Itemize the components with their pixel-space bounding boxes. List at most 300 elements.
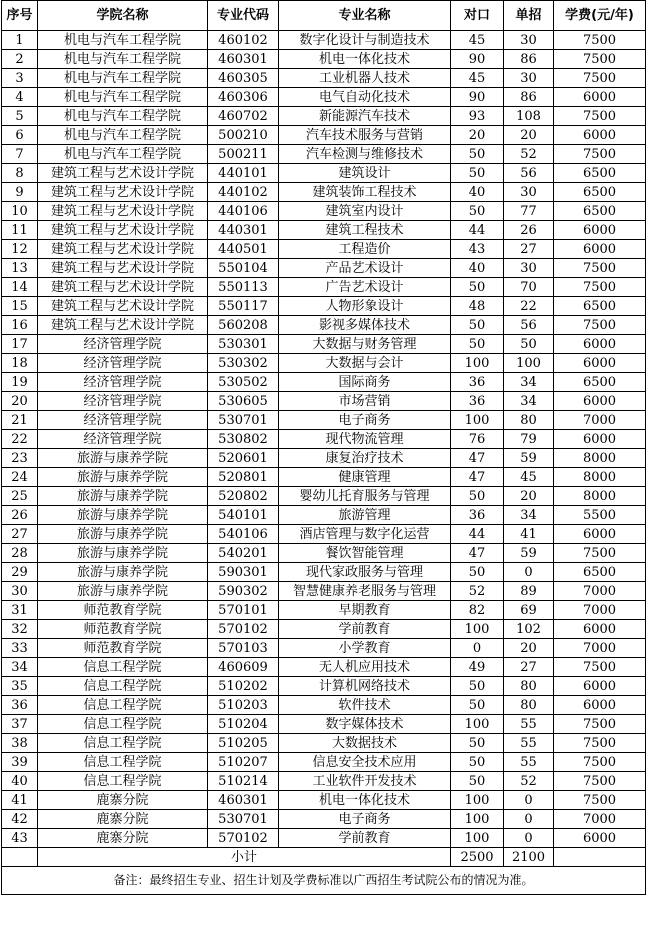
row-index: 40 xyxy=(2,772,38,791)
row-index: 41 xyxy=(2,791,38,810)
major-name: 餐饮智能管理 xyxy=(279,544,451,563)
college-name: 信息工程学院 xyxy=(38,677,208,696)
table-row xyxy=(2,449,646,468)
row-index: 33 xyxy=(2,639,38,658)
duikou-count: 36 xyxy=(451,373,504,392)
major-name: 汽车检测与维修技术 xyxy=(279,145,451,164)
table-row xyxy=(2,88,646,107)
danzhao-count: 26 xyxy=(504,221,554,240)
major-code: 550113 xyxy=(208,278,279,297)
tuition: 8000 xyxy=(554,449,646,468)
row-index: 20 xyxy=(2,392,38,411)
duikou-count: 50 xyxy=(451,164,504,183)
row-index: 35 xyxy=(2,677,38,696)
table-row xyxy=(2,525,646,544)
duikou-count: 100 xyxy=(451,620,504,639)
table-row xyxy=(2,373,646,392)
row-index: 36 xyxy=(2,696,38,715)
duikou-count: 90 xyxy=(451,50,504,69)
college-name: 机电与汽车工程学院 xyxy=(38,69,208,88)
tuition: 6000 xyxy=(554,829,646,848)
college-name: 鹿寨分院 xyxy=(38,829,208,848)
duikou-count: 50 xyxy=(451,278,504,297)
table-row xyxy=(2,658,646,677)
duikou-count: 52 xyxy=(451,582,504,601)
major-name: 计算机网络技术 xyxy=(279,677,451,696)
row-index: 32 xyxy=(2,620,38,639)
col-header-major-code: 专业代码 xyxy=(208,1,279,31)
tuition: 7500 xyxy=(554,145,646,164)
table-row xyxy=(2,772,646,791)
tuition: 6500 xyxy=(554,202,646,221)
major-name: 电子商务 xyxy=(279,411,451,430)
tuition: 6000 xyxy=(554,88,646,107)
tuition: 6000 xyxy=(554,392,646,411)
college-name: 师范教育学院 xyxy=(38,620,208,639)
danzhao-count: 50 xyxy=(504,335,554,354)
danzhao-count: 86 xyxy=(504,88,554,107)
major-code: 460301 xyxy=(208,50,279,69)
table-row xyxy=(2,506,646,525)
college-name: 旅游与康养学院 xyxy=(38,506,208,525)
table-row xyxy=(2,601,646,620)
row-index: 37 xyxy=(2,715,38,734)
danzhao-count: 22 xyxy=(504,297,554,316)
tuition: 6000 xyxy=(554,354,646,373)
major-name: 工业软件开发技术 xyxy=(279,772,451,791)
duikou-count: 47 xyxy=(451,468,504,487)
danzhao-count: 52 xyxy=(504,145,554,164)
table-row xyxy=(2,734,646,753)
college-name: 建筑工程与艺术设计学院 xyxy=(38,316,208,335)
danzhao-count: 41 xyxy=(504,525,554,544)
duikou-count: 43 xyxy=(451,240,504,259)
row-index: 43 xyxy=(2,829,38,848)
tuition: 7500 xyxy=(554,734,646,753)
major-name: 建筑室内设计 xyxy=(279,202,451,221)
major-code: 500210 xyxy=(208,126,279,145)
major-name: 早期教育 xyxy=(279,601,451,620)
duikou-count: 0 xyxy=(451,639,504,658)
major-name: 信息安全技术应用 xyxy=(279,753,451,772)
major-name: 国际商务 xyxy=(279,373,451,392)
tuition: 7500 xyxy=(554,50,646,69)
duikou-count: 36 xyxy=(451,392,504,411)
tuition: 7000 xyxy=(554,582,646,601)
table-row xyxy=(2,715,646,734)
danzhao-count: 27 xyxy=(504,658,554,677)
major-name: 健康管理 xyxy=(279,468,451,487)
major-code: 590301 xyxy=(208,563,279,582)
college-name: 旅游与康养学院 xyxy=(38,525,208,544)
major-code: 530302 xyxy=(208,354,279,373)
row-index: 2 xyxy=(2,50,38,69)
tuition: 6000 xyxy=(554,620,646,639)
college-name: 机电与汽车工程学院 xyxy=(38,145,208,164)
duikou-count: 49 xyxy=(451,658,504,677)
row-index: 25 xyxy=(2,487,38,506)
duikou-count: 93 xyxy=(451,107,504,126)
table-row xyxy=(2,221,646,240)
table-row xyxy=(2,107,646,126)
major-name: 广告艺术设计 xyxy=(279,278,451,297)
danzhao-count: 56 xyxy=(504,164,554,183)
tuition: 7500 xyxy=(554,544,646,563)
college-name: 师范教育学院 xyxy=(38,639,208,658)
college-name: 鹿寨分院 xyxy=(38,810,208,829)
row-index: 12 xyxy=(2,240,38,259)
major-code: 460702 xyxy=(208,107,279,126)
table-row xyxy=(2,69,646,88)
duikou-count: 100 xyxy=(451,411,504,430)
table-row xyxy=(2,259,646,278)
major-code: 520601 xyxy=(208,449,279,468)
major-code: 590302 xyxy=(208,582,279,601)
major-code: 500211 xyxy=(208,145,279,164)
row-index: 18 xyxy=(2,354,38,373)
college-name: 经济管理学院 xyxy=(38,354,208,373)
major-code: 540101 xyxy=(208,506,279,525)
tuition: 7500 xyxy=(554,69,646,88)
college-name: 建筑工程与艺术设计学院 xyxy=(38,278,208,297)
row-index: 7 xyxy=(2,145,38,164)
major-code: 460305 xyxy=(208,69,279,88)
row-index: 13 xyxy=(2,259,38,278)
major-name: 汽车技术服务与营销 xyxy=(279,126,451,145)
table-row xyxy=(2,468,646,487)
note-row xyxy=(2,867,646,895)
college-name: 建筑工程与艺术设计学院 xyxy=(38,259,208,278)
college-name: 鹿寨分院 xyxy=(38,791,208,810)
table-row xyxy=(2,31,646,50)
major-code: 570103 xyxy=(208,639,279,658)
major-name: 学前教育 xyxy=(279,829,451,848)
tuition: 7000 xyxy=(554,411,646,430)
subtotal-danzhao: 2100 xyxy=(504,848,554,867)
college-name: 旅游与康养学院 xyxy=(38,449,208,468)
col-header-tuition: 学费(元/年) xyxy=(554,1,646,31)
tuition: 8000 xyxy=(554,487,646,506)
table-row xyxy=(2,164,646,183)
major-code: 530701 xyxy=(208,810,279,829)
college-name: 建筑工程与艺术设计学院 xyxy=(38,183,208,202)
major-code: 520801 xyxy=(208,468,279,487)
college-name: 建筑工程与艺术设计学院 xyxy=(38,164,208,183)
danzhao-count: 55 xyxy=(504,753,554,772)
row-index: 16 xyxy=(2,316,38,335)
danzhao-count: 52 xyxy=(504,772,554,791)
row-index: 8 xyxy=(2,164,38,183)
major-name: 机电一体化技术 xyxy=(279,791,451,810)
major-code: 440301 xyxy=(208,221,279,240)
college-name: 经济管理学院 xyxy=(38,392,208,411)
danzhao-count: 30 xyxy=(504,183,554,202)
subtotal-duikou: 2500 xyxy=(451,848,504,867)
table-row xyxy=(2,487,646,506)
duikou-count: 100 xyxy=(451,715,504,734)
major-code: 520802 xyxy=(208,487,279,506)
duikou-count: 50 xyxy=(451,316,504,335)
duikou-count: 40 xyxy=(451,259,504,278)
duikou-count: 50 xyxy=(451,487,504,506)
tuition: 7000 xyxy=(554,601,646,620)
tuition: 6000 xyxy=(554,696,646,715)
major-name: 数字化设计与制造技术 xyxy=(279,31,451,50)
major-code: 510205 xyxy=(208,734,279,753)
row-index: 4 xyxy=(2,88,38,107)
major-name: 学前教育 xyxy=(279,620,451,639)
major-name: 人物形象设计 xyxy=(279,297,451,316)
row-index: 3 xyxy=(2,69,38,88)
duikou-count: 100 xyxy=(451,810,504,829)
table-row xyxy=(2,829,646,848)
col-header-college: 学院名称 xyxy=(38,1,208,31)
college-name: 建筑工程与艺术设计学院 xyxy=(38,221,208,240)
major-code: 570102 xyxy=(208,620,279,639)
tuition: 6000 xyxy=(554,430,646,449)
danzhao-count: 100 xyxy=(504,354,554,373)
danzhao-count: 45 xyxy=(504,468,554,487)
major-code: 460306 xyxy=(208,88,279,107)
subtotal-blank xyxy=(2,848,38,867)
duikou-count: 45 xyxy=(451,31,504,50)
college-name: 信息工程学院 xyxy=(38,753,208,772)
table-row xyxy=(2,430,646,449)
table-row xyxy=(2,202,646,221)
college-name: 经济管理学院 xyxy=(38,335,208,354)
danzhao-count: 102 xyxy=(504,620,554,639)
danzhao-count: 30 xyxy=(504,69,554,88)
danzhao-count: 55 xyxy=(504,734,554,753)
tuition: 6000 xyxy=(554,525,646,544)
tuition: 7500 xyxy=(554,791,646,810)
duikou-count: 76 xyxy=(451,430,504,449)
danzhao-count: 20 xyxy=(504,639,554,658)
duikou-count: 50 xyxy=(451,145,504,164)
tuition: 7500 xyxy=(554,107,646,126)
college-name: 建筑工程与艺术设计学院 xyxy=(38,240,208,259)
table-row xyxy=(2,677,646,696)
danzhao-count: 20 xyxy=(504,487,554,506)
major-name: 工业机器人技术 xyxy=(279,69,451,88)
major-name: 婴幼儿托育服务与管理 xyxy=(279,487,451,506)
college-name: 机电与汽车工程学院 xyxy=(38,107,208,126)
danzhao-count: 89 xyxy=(504,582,554,601)
table-row xyxy=(2,753,646,772)
major-name: 现代物流管理 xyxy=(279,430,451,449)
tuition: 6500 xyxy=(554,563,646,582)
subtotal-tuition-blank xyxy=(554,848,646,867)
major-name: 建筑装饰工程技术 xyxy=(279,183,451,202)
col-header-duikou: 对口 xyxy=(451,1,504,31)
row-index: 24 xyxy=(2,468,38,487)
tuition: 6000 xyxy=(554,335,646,354)
duikou-count: 20 xyxy=(451,126,504,145)
major-code: 540201 xyxy=(208,544,279,563)
tuition: 7000 xyxy=(554,810,646,829)
danzhao-count: 80 xyxy=(504,696,554,715)
row-index: 10 xyxy=(2,202,38,221)
major-name: 软件技术 xyxy=(279,696,451,715)
tuition: 7500 xyxy=(554,753,646,772)
college-name: 师范教育学院 xyxy=(38,601,208,620)
duikou-count: 44 xyxy=(451,221,504,240)
duikou-count: 44 xyxy=(451,525,504,544)
row-index: 27 xyxy=(2,525,38,544)
danzhao-count: 20 xyxy=(504,126,554,145)
tuition: 7500 xyxy=(554,772,646,791)
row-index: 22 xyxy=(2,430,38,449)
row-index: 42 xyxy=(2,810,38,829)
row-index: 26 xyxy=(2,506,38,525)
row-index: 29 xyxy=(2,563,38,582)
major-code: 540106 xyxy=(208,525,279,544)
danzhao-count: 108 xyxy=(504,107,554,126)
table-row xyxy=(2,354,646,373)
duikou-count: 50 xyxy=(451,772,504,791)
major-name: 现代家政服务与管理 xyxy=(279,563,451,582)
danzhao-count: 0 xyxy=(504,791,554,810)
college-name: 信息工程学院 xyxy=(38,734,208,753)
row-index: 30 xyxy=(2,582,38,601)
danzhao-count: 0 xyxy=(504,829,554,848)
row-index: 5 xyxy=(2,107,38,126)
college-name: 机电与汽车工程学院 xyxy=(38,31,208,50)
major-name: 智慧健康养老服务与管理 xyxy=(279,582,451,601)
major-name: 工程造价 xyxy=(279,240,451,259)
duikou-count: 90 xyxy=(451,88,504,107)
table-row xyxy=(2,411,646,430)
duikou-count: 100 xyxy=(451,791,504,810)
college-name: 建筑工程与艺术设计学院 xyxy=(38,297,208,316)
major-name: 旅游管理 xyxy=(279,506,451,525)
table-row xyxy=(2,563,646,582)
duikou-count: 82 xyxy=(451,601,504,620)
danzhao-count: 30 xyxy=(504,259,554,278)
tuition: 6000 xyxy=(554,221,646,240)
row-index: 15 xyxy=(2,297,38,316)
college-name: 信息工程学院 xyxy=(38,658,208,677)
tuition: 5500 xyxy=(554,506,646,525)
major-code: 440101 xyxy=(208,164,279,183)
row-index: 21 xyxy=(2,411,38,430)
major-name: 产品艺术设计 xyxy=(279,259,451,278)
row-index: 28 xyxy=(2,544,38,563)
tuition: 8000 xyxy=(554,468,646,487)
college-name: 建筑工程与艺术设计学院 xyxy=(38,202,208,221)
major-code: 460609 xyxy=(208,658,279,677)
major-name: 影视多媒体技术 xyxy=(279,316,451,335)
tuition: 6500 xyxy=(554,183,646,202)
row-index: 14 xyxy=(2,278,38,297)
danzhao-count: 34 xyxy=(504,392,554,411)
major-name: 机电一体化技术 xyxy=(279,50,451,69)
danzhao-count: 70 xyxy=(504,278,554,297)
table-row xyxy=(2,50,646,69)
danzhao-count: 55 xyxy=(504,715,554,734)
danzhao-count: 80 xyxy=(504,677,554,696)
major-name: 电子商务 xyxy=(279,810,451,829)
tuition: 7500 xyxy=(554,715,646,734)
table-row xyxy=(2,392,646,411)
tuition: 6500 xyxy=(554,164,646,183)
tuition: 7000 xyxy=(554,639,646,658)
row-index: 31 xyxy=(2,601,38,620)
table-row xyxy=(2,183,646,202)
major-name: 市场营销 xyxy=(279,392,451,411)
major-name: 大数据与会计 xyxy=(279,354,451,373)
college-name: 旅游与康养学院 xyxy=(38,563,208,582)
row-index: 39 xyxy=(2,753,38,772)
college-name: 经济管理学院 xyxy=(38,373,208,392)
major-code: 530301 xyxy=(208,335,279,354)
tuition: 7500 xyxy=(554,31,646,50)
row-index: 19 xyxy=(2,373,38,392)
danzhao-count: 0 xyxy=(504,810,554,829)
table-row xyxy=(2,544,646,563)
table-row xyxy=(2,335,646,354)
duikou-count: 50 xyxy=(451,335,504,354)
tuition: 6500 xyxy=(554,297,646,316)
danzhao-count: 80 xyxy=(504,411,554,430)
college-name: 信息工程学院 xyxy=(38,696,208,715)
table-row xyxy=(2,126,646,145)
col-header-major-name: 专业名称 xyxy=(279,1,451,31)
tuition: 6500 xyxy=(554,373,646,392)
danzhao-count: 77 xyxy=(504,202,554,221)
major-name: 建筑设计 xyxy=(279,164,451,183)
major-code: 510203 xyxy=(208,696,279,715)
college-name: 旅游与康养学院 xyxy=(38,468,208,487)
tuition: 7500 xyxy=(554,259,646,278)
table-row xyxy=(2,316,646,335)
table-row xyxy=(2,145,646,164)
college-name: 经济管理学院 xyxy=(38,411,208,430)
major-code: 530502 xyxy=(208,373,279,392)
danzhao-count: 30 xyxy=(504,31,554,50)
row-index: 38 xyxy=(2,734,38,753)
danzhao-count: 79 xyxy=(504,430,554,449)
tuition: 6000 xyxy=(554,240,646,259)
row-index: 1 xyxy=(2,31,38,50)
table-row xyxy=(2,696,646,715)
major-code: 440106 xyxy=(208,202,279,221)
table-row xyxy=(2,582,646,601)
major-name: 无人机应用技术 xyxy=(279,658,451,677)
duikou-count: 48 xyxy=(451,297,504,316)
tuition: 7500 xyxy=(554,658,646,677)
college-name: 信息工程学院 xyxy=(38,715,208,734)
row-index: 6 xyxy=(2,126,38,145)
college-name: 旅游与康养学院 xyxy=(38,487,208,506)
major-code: 440102 xyxy=(208,183,279,202)
duikou-count: 100 xyxy=(451,354,504,373)
major-code: 460301 xyxy=(208,791,279,810)
college-name: 机电与汽车工程学院 xyxy=(38,126,208,145)
danzhao-count: 56 xyxy=(504,316,554,335)
tuition: 6000 xyxy=(554,126,646,145)
tuition: 7500 xyxy=(554,278,646,297)
table-row xyxy=(2,278,646,297)
table-row xyxy=(2,297,646,316)
col-header-danzhao: 单招 xyxy=(504,1,554,31)
subtotal-label: 小计 xyxy=(38,848,451,867)
major-code: 530605 xyxy=(208,392,279,411)
major-code: 510202 xyxy=(208,677,279,696)
row-index: 23 xyxy=(2,449,38,468)
duikou-count: 47 xyxy=(451,449,504,468)
danzhao-count: 34 xyxy=(504,506,554,525)
